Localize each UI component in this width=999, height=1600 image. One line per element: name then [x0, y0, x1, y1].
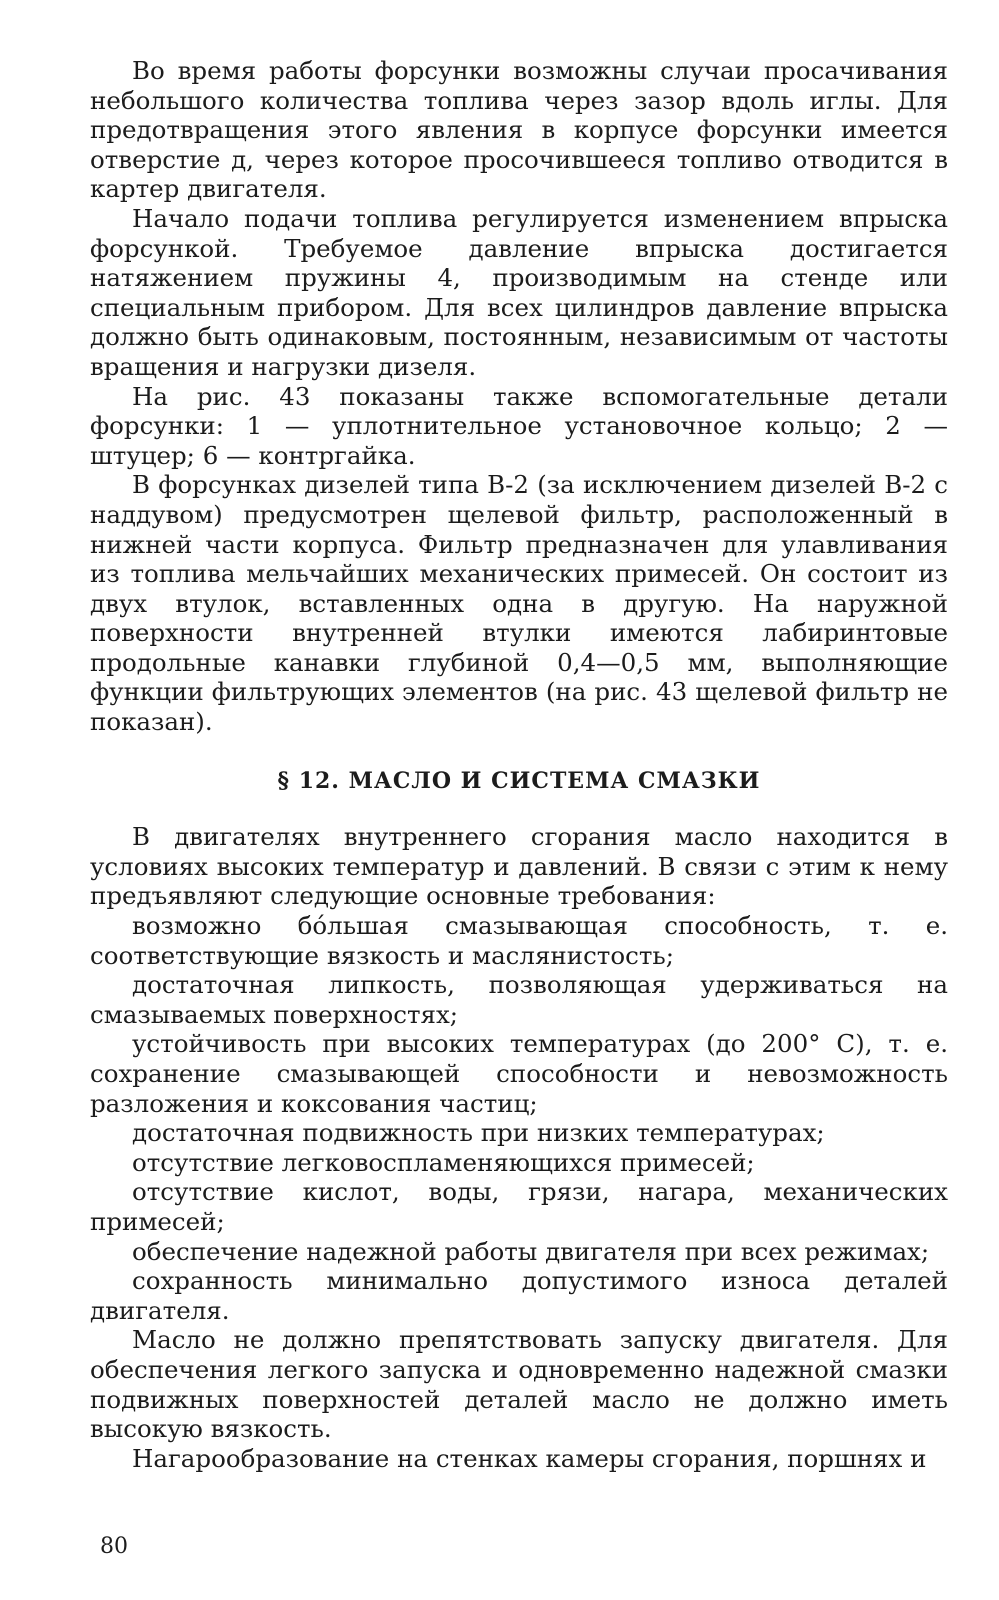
list-item: отсутствие легковоспламеняющихся примесей; [132, 1147, 755, 1177]
paragraph-injector-leakage: Во время работы форсунки возможны случаи просачивания небольшого количества топлива через зазор вдоль иглы. Для предотвращения этого явления в корпусе форсунки имеется отверстие д, через которое просочившееся топливо отводится в картер двигателя. [90, 56, 948, 204]
list-item: устойчивость при высоких температурах (до 200° С), т. е. сохранение смазывающей способности и невозможность разложения и коксования частиц; [90, 1029, 948, 1118]
text-column [90, 56, 948, 1473]
list-item: обеспечение надежной работы двигателя при всех режимах; [132, 1236, 930, 1266]
list-item: достаточная подвижность при низких температурах; [132, 1118, 825, 1148]
section-heading: § 12. МАСЛО И СИСТЕМА СМАЗКИ [277, 767, 761, 794]
paragraph-oil-requirements: В двигателях внутреннего сгорания масло находится в условиях высоких температур и давлений. В связи с этим к нему предъявляют следующие основные требования: [90, 822, 948, 911]
list-item: сохранность минимально допустимого износа деталей двигателя. [90, 1266, 948, 1325]
page-number: 80 [100, 1534, 128, 1559]
paragraph-carbon-deposits: Нагарообразование на стенках камеры сгорания, поршнях и [132, 1443, 927, 1473]
list-item: возможно бо́льшая смазывающая способность, т. е. соответствующие вязкость и маслянистость; [90, 911, 948, 970]
paragraph-slot-filter: В форсунках дизелей типа В-2 (за исключением дизелей В-2 с наддувом) предусмотрен щелевой фильтр, расположенный в нижней части корпуса. Фильтр предназначен для улавливания из топлива мельчайших механических примесей. Он состоит из двух втулок, вставленных одна в другую. На наружной поверхности внутренней втулки имеются лабиринтовые продольные канавки глубиной 0,4—0,5 мм, выполняющие функции фильтрующих элементов (на рис. 43 щелевой фильтр не показан). [90, 470, 948, 737]
list-item: отсутствие кислот, воды, грязи, нагара, механических примесей; [90, 1177, 948, 1236]
list-item: достаточная липкость, позволяющая удерживаться на смазываемых поверхностях; [90, 970, 948, 1029]
paragraph-oil-viscosity: Масло не должно препятствовать запуску двигателя. Для обеспечения легкого запуска и одновременно надежной смазки подвижных поверхностей деталей масло не должно иметь высокую вязкость. [90, 1325, 948, 1444]
paragraph-injection-start: Начало подачи топлива регулируется изменением впрыска форсункой. Требуемое давление впрыска достигается натяжением пружины 4, производимым на стенде или специальным прибором. Для всех цилиндров давление впрыска должно быть одинаковым, постоянным, независимым от частоты вращения и нагрузки дизеля. [90, 203, 948, 381]
paragraph-auxiliary-parts: На рис. 43 показаны также вспомогательные детали форсунки: 1 — уплотнительное установочное кольцо; 2 — штуцер; 6 — контргайка. [90, 381, 948, 470]
